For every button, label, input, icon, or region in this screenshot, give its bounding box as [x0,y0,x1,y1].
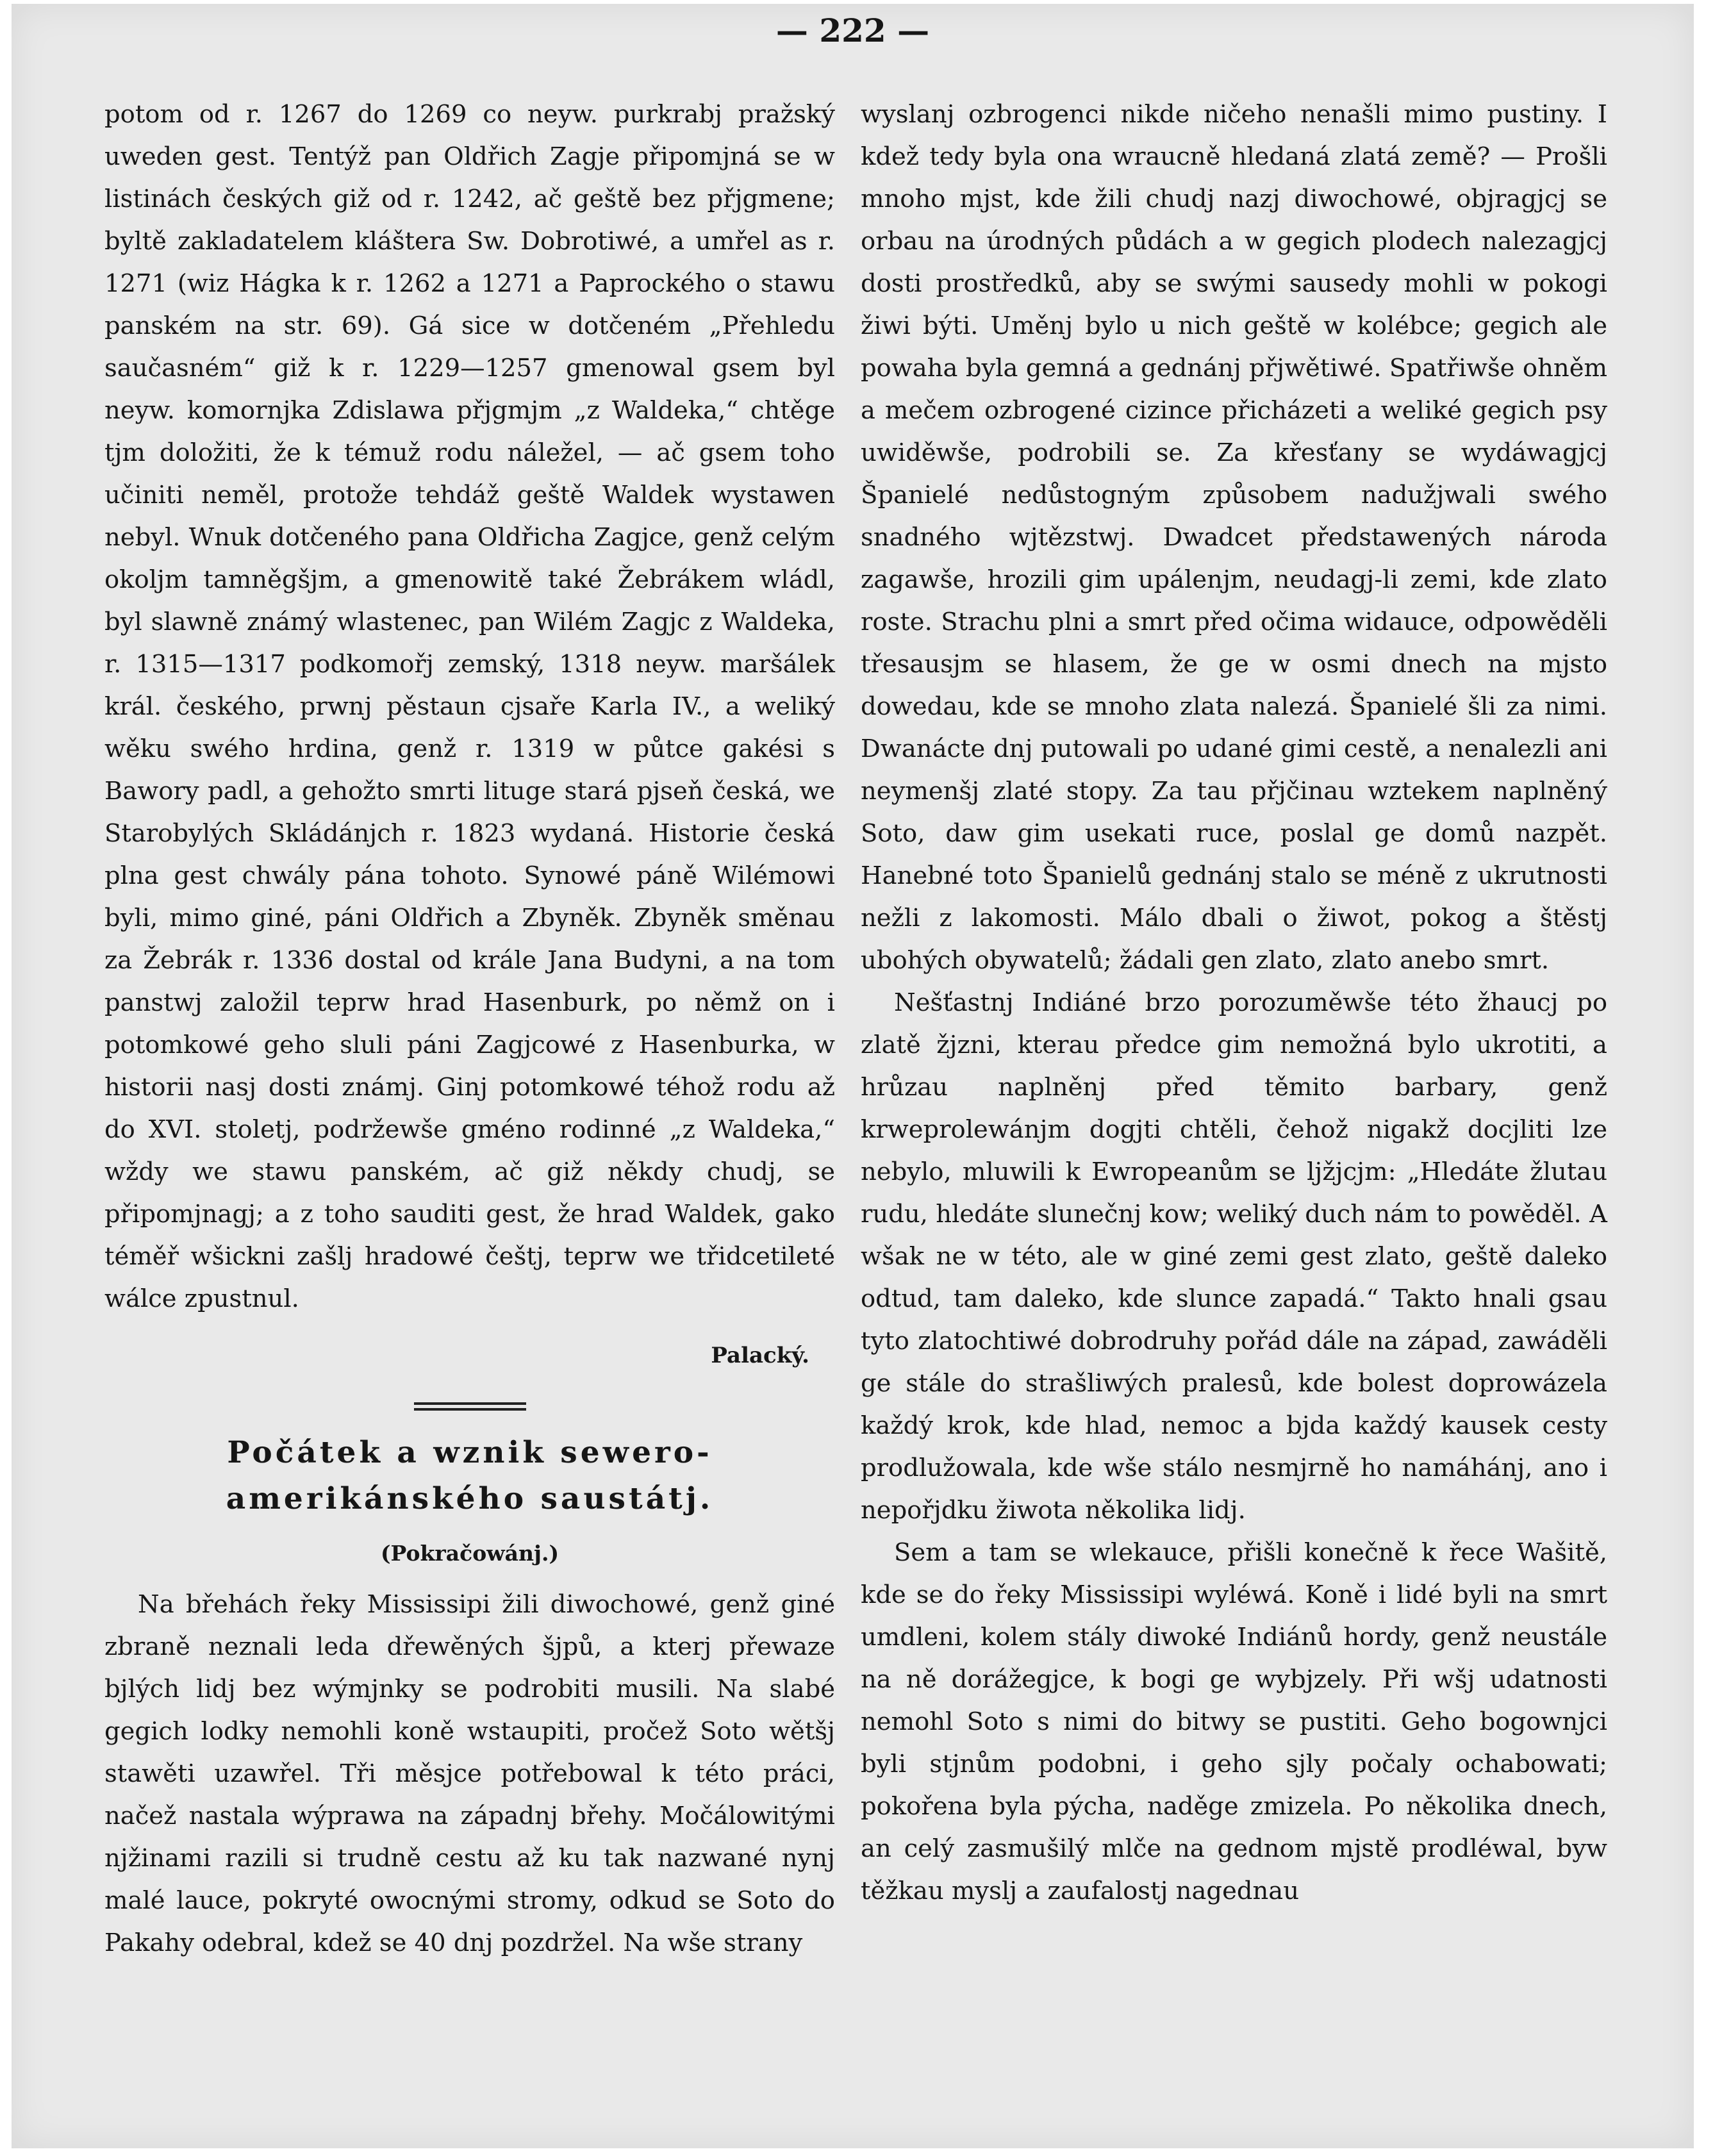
author-signature: Palacký. [711,1343,809,1368]
article-title: Počátek a wznik sewero-amerikánského saustátj. [226,1435,714,1516]
left-column [104,94,835,1964]
paragraph-expedition: wyslanj ozbrogenci nikde ničeho nenašli mimo pustiny. I kdež tedy byla ona wraucně hledaná zlatá země? — Prošli mnoho mjst, kde žili chudj nazj diwochowé, objragjcj se orbau na úrodných půdách a w gegich plodech nalezagjcj dosti prostředků, aby se swými sausedy mohli w pokogi žiwi býti. Uměnj bylo u nich geště w kolébce; gegich ale powaha byla gemná a gednánj přjwětiwé. Spatřiwše ohněm a mečem ozbrogené cizince přicházeti a weliké gegich psy uwiděwše, podrobili se. Za křesťany se wydáwagjcj Španielé nedůstogným způsobem nadužjwali swého snadného wjtězstwj. Dwadcet předstawených národa zagawše, hrozili gim upálenjm, neudagj-li zemi, kde zlato roste. Strachu plni a smrt před očima widauce, odpowěděli třesausjm se hlasem, že ge w osmi dnech na mjsto dowedau, kde se mnoho zlata nalezá. Španielé šli za nimi. Dwanácte dnj putowali po udané gimi cestě, a nenalezli ani neymenšj zlaté stopy. Za tau přjčinau wztekem naplněný Soto, daw gim usekati ruce, poslal ge domů nazpět. Hanebné toto Španielů gednánj stalo se méně z ukrutnosti nežli z lakomosti. Málo dbali o žiwot, pokog a štěstj ubohých obywatelů; žádali gen zlato, zlato anebo smrt. [861,100,1607,975]
page-number: — 222 — [775,12,930,49]
article-subtitle: (Pokračowánj.) [380,1541,559,1566]
right-column [861,94,1607,1912]
paragraph-indians: Nešťastnj Indiáné brzo porozuměwše této žhaucj po zlatě žjzni, kterau předce gim nemožná bylo ukrotiti, a hrůzau naplněnj před těmito barbary, genž krweprolewánjm dogjti chtěli, čehož nigakž docjliti lze nebylo, mluwili k Ewropeanům se ljžjcjm: „Hledáte žlutau rudu, hledáte slunečnj kow; weliký duch nám to powěděl. A wšak ne w této, ale w giné zemi gest zlato, geště daleko odtud, tam daleko, kde slunce zapadá.“ Takto hnali gsau tyto zlatochtiwé dobrodruhy pořád dále na západ, zawáděli ge stále do strašliwých pralesů, kde bolest doprowázela každý krok, kde hlad, nemoc a bjda každý kausek cesty prodlužowala, kde wše stálo nesmjrně ho namáhánj, ano i nepořjdku žiwota několika lidj. [861,988,1607,1525]
section-divider [414,1402,526,1411]
book-page [12,4,1694,2148]
paragraph-waldek-history: potom od r. 1267 do 1269 co neyw. purkrabj pražský uweden gest. Tentýž pan Oldřich Zagje připomjná se w listinách českých giž od r. 1242, ač geště bez přjgmene; byltě zakladatelem kláštera Sw. Dobrotiwé, a umřel as r. 1271 (wiz Hágka k r. 1262 a 1271 a Paprockého o stawu panském na str. 69). Gá sice w dotčeném „Přehledu saučasném“ giž k r. 1229—1257 gmenowal gsem byl neyw. komornjka Zdislawa přjgmjm „z Waldeka,“ chtěge tjm doložiti, že k témuž rodu náležel, — ač gsem toho učiniti neměl, protože tehdáž geště Waldek wystawen nebyl. Wnuk dotčeného pana Oldřicha Zagjce, genž celým okoljm tamněgšjm, a gmenowitě také Žebrákem wládl, byl slawně známý wlastenec, pan Wilém Zagjc z Waldeka, r. 1315—1317 podkomořj zemský, 1318 neyw. maršálek král. českého, prwnj pěstaun cjsaře Karla IV., a weliký wěku swého hrdina, genž r. 1319 w půtce gakési s Bawory padl, a gehožto smrti lituge stará pjseň česká, we Starobylých Skládánjch r. 1823 wydaná. Historie česká plna gest chwály pána tohoto. Synowé páně Wilémowi byli, mimo giné, páni Oldřich a Zbyněk. Zbyněk směnau za Žebrák r. 1336 dostal od krále Jana Budyni, a na tom panstwj založil teprw hrad Hasenburk, po němž on i potomkowé geho sluli páni Zagjcowé z Hasenburka, w historii nasj dosti známj. Ginj potomkowé téhož rodu až do XVI. stoletj, podržewše gméno rodinné „z Waldeka,“ wždy we stawu panském, ač giž někdy chudj, se připomjnagj; a z toho sauditi gest, že hrad Waldek, gako téměř wšickni zašlj hradowé češtj, teprw we třidcetileté wálce zpustnul. [104,100,835,1313]
paragraph-wasita: Sem a tam se wlekauce, přišli konečně k řece Wašitě, kde se do řeky Mississipi wyléwá. Koně i lidé byli na smrt umdleni, kolem stály diwoké Indiánů hordy, genž neustále na ně dorážegjce, k bogi ge wybjzely. Při wšj udatnosti nemohl Soto s nimi do bitwy se pustiti. Geho bogownjci byli stjnům podobni, i geho sjly počaly ochabowati; pokořena byla pýcha, naděge zmizela. Po několika dnech, an celý zasmušilý mlče na gednom mjstě prodléwal, byw těžkau myslj a zaufalostj nagednau [861,1538,1607,1905]
paragraph-mississippi: Na břehách řeky Mississipi žili diwochowé, genž giné zbraně neznali leda dřewěných šjpů, a kterj přewaze bjlých lidj bez wýmjnky se podrobiti musili. Na slabé gegich lodky nemohli koně wstaupiti, pročež Soto wětšj stawěti uzawřel. Tři měsjce potřebowal k této práci, načež nastala wýprawa na západnj břehy. Močálowitými njžinami razili si trudně cestu až ku tak nazwané nynj malé lauce, pokryté owocnými stromy, odkud se Soto do Pakahy odebral, kdež se 40 dnj pozdržel. Na wše strany [104,1590,835,1957]
